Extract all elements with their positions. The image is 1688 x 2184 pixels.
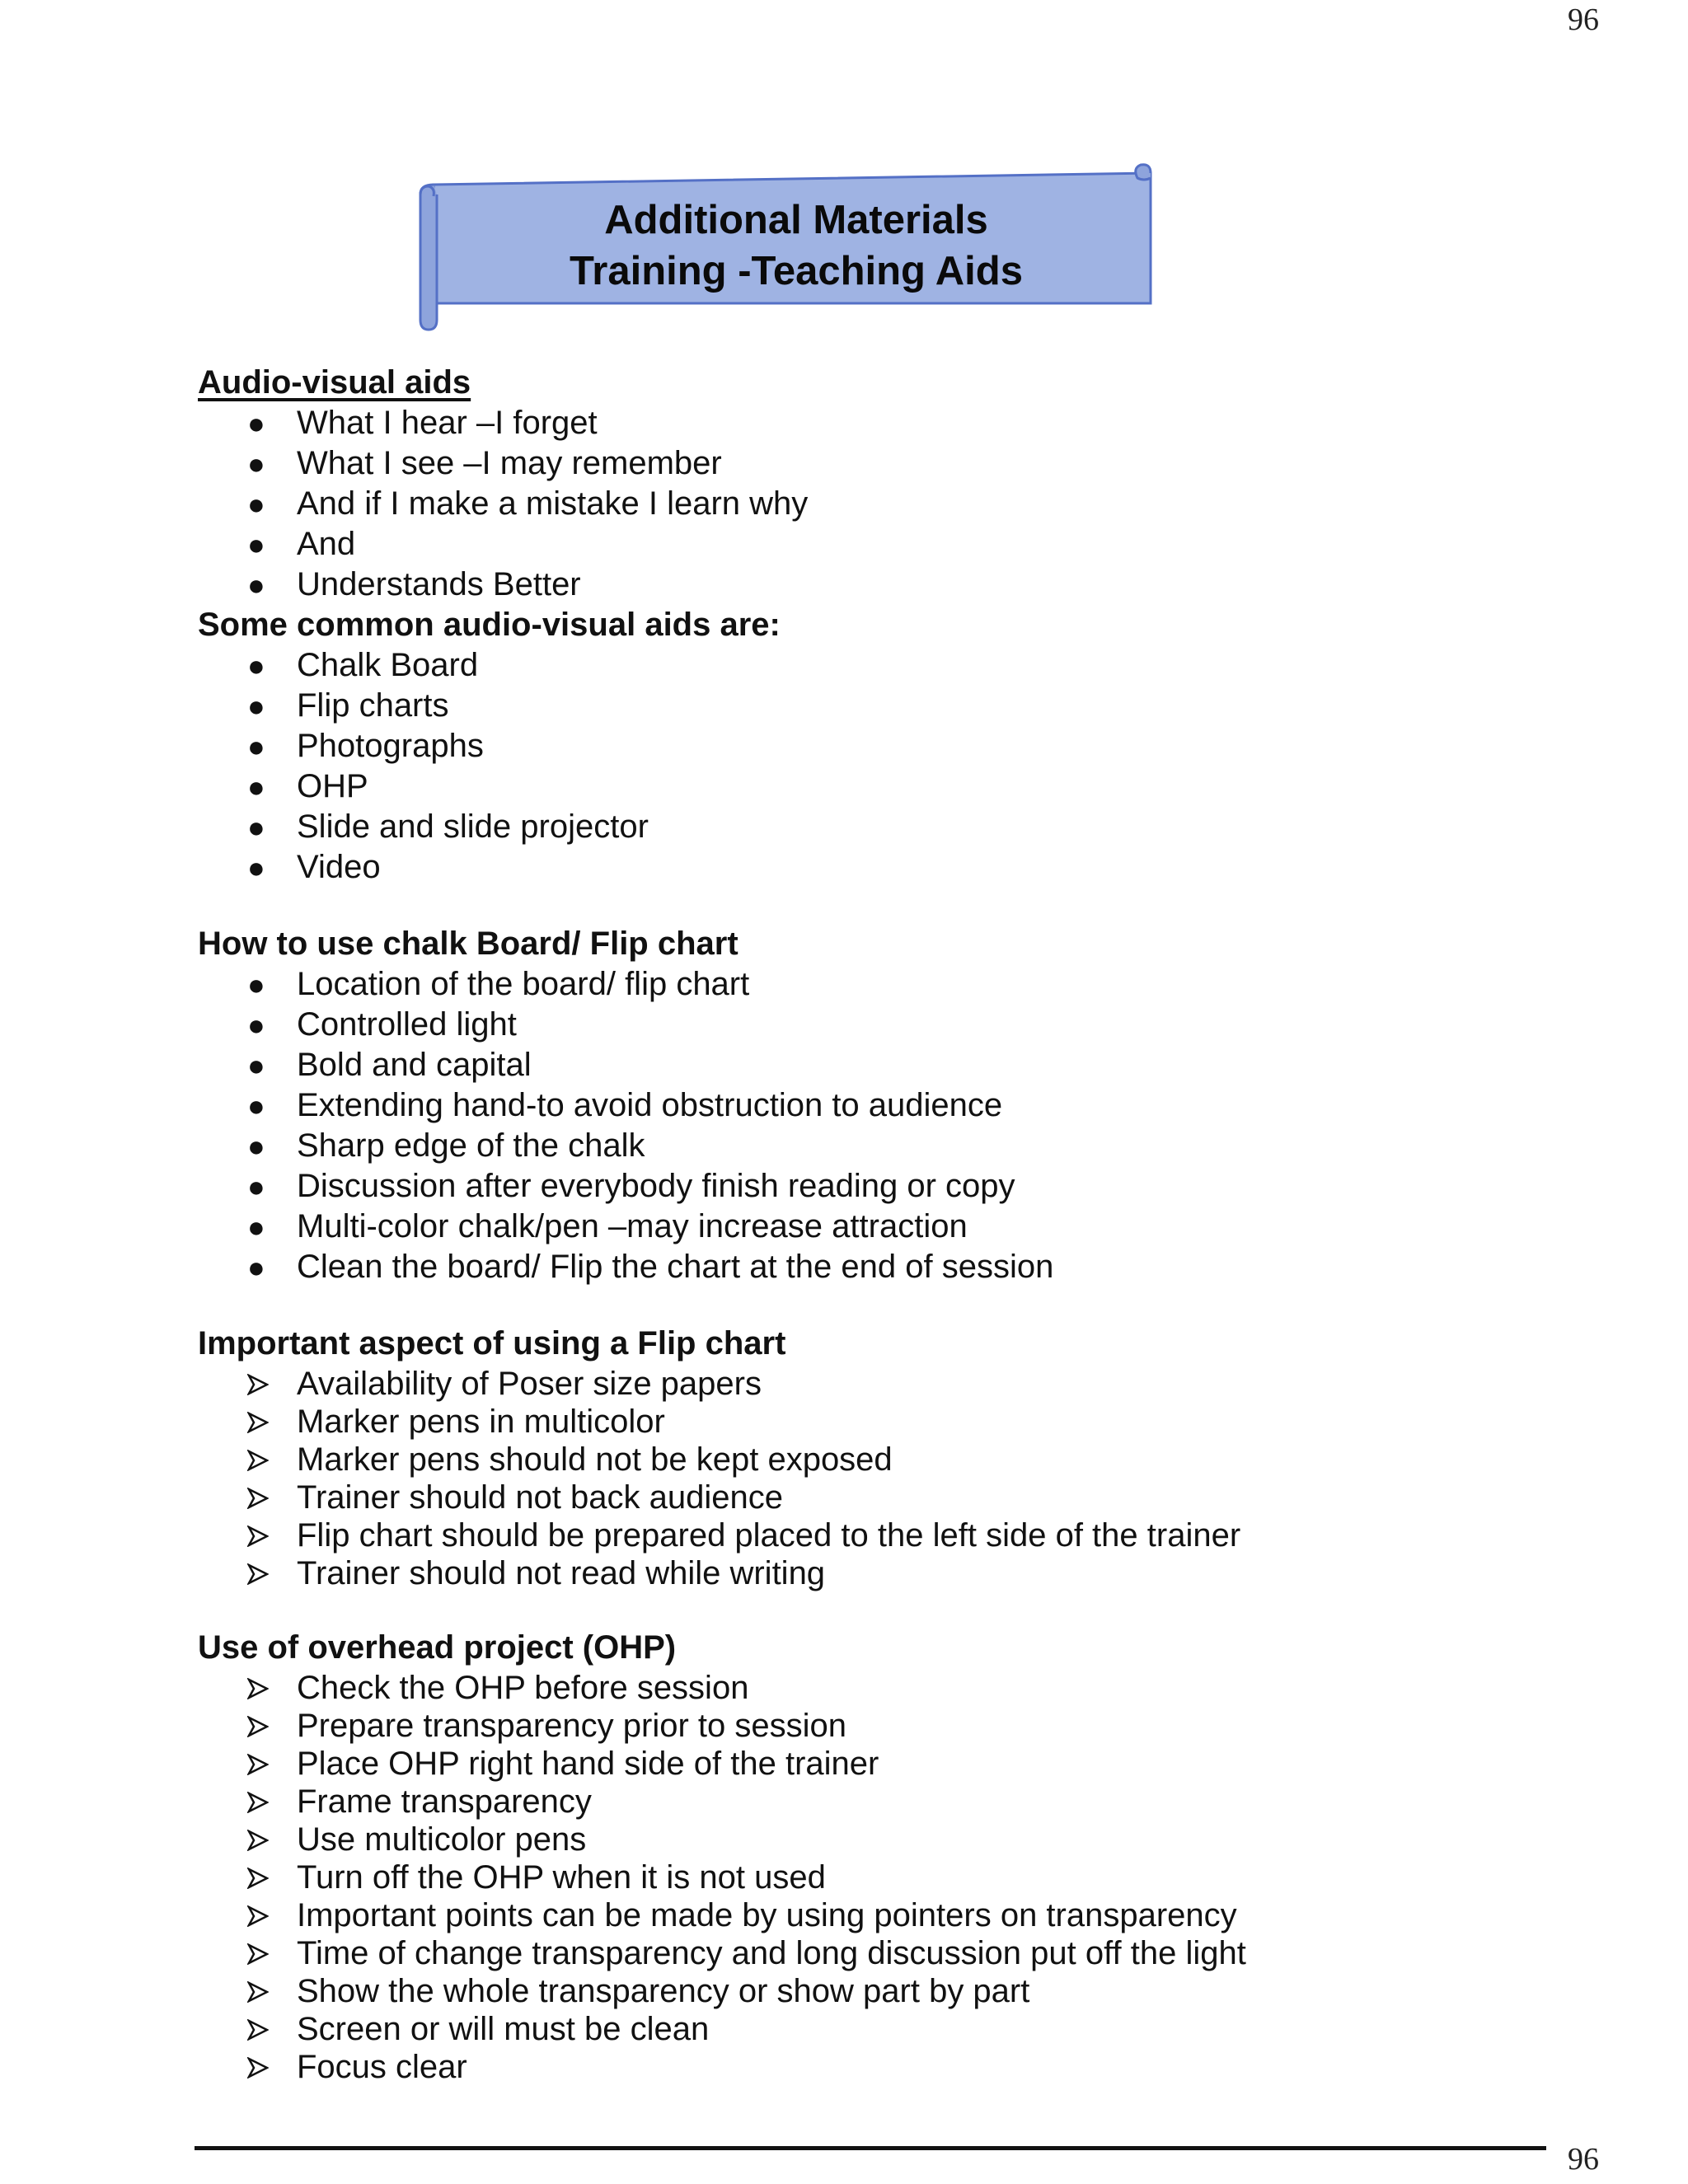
- heading-audio-visual-aids: Audio-visual aids: [198, 364, 471, 401]
- list-item: ● Sharp edge of the chalk: [198, 1126, 1599, 1166]
- bullet-icon: ●: [247, 770, 265, 804]
- list-item: Flip chart should be prepared placed to the left side of the trainer: [198, 1516, 1599, 1554]
- list-item: ● And if I make a mistake I learn why: [198, 484, 1599, 524]
- list-item: ● Chalk Board: [198, 645, 1599, 686]
- bullet-icon: ●: [247, 487, 265, 521]
- page-number-bottom: 96: [1568, 2142, 1599, 2177]
- banner-title-line-1: Additional Materials: [604, 198, 988, 242]
- bullet-icon: ●: [247, 406, 265, 440]
- list-item: ● Multi-color chalk/pen –may increase attraction: [198, 1207, 1599, 1247]
- list-item: Check the OHP before session: [198, 1668, 1599, 1706]
- list-item: ● What I hear –I forget: [198, 403, 1599, 443]
- list-item: Screen or will must be clean: [198, 2009, 1599, 2047]
- list-item: ● Video: [198, 847, 1599, 888]
- bullet-icon: ●: [247, 968, 265, 1001]
- list-item: Time of change transparency and long discussion put off the light: [198, 1933, 1599, 1971]
- bullet-icon: ●: [247, 568, 265, 602]
- list-item: Use multicolor pens: [198, 1820, 1599, 1858]
- bullet-icon: ●: [247, 1089, 265, 1122]
- banner-title-line-2: Training -Teaching Aids: [570, 249, 1023, 293]
- list-item: Important points can be made by using pointers on transparency: [198, 1896, 1599, 1933]
- document-body: [198, 363, 1599, 2085]
- list-item: Marker pens should not be kept exposed: [198, 1440, 1599, 1478]
- list-ohp: [198, 1668, 1599, 2085]
- list-item: ● Flip charts: [198, 686, 1599, 726]
- bullet-icon: ●: [247, 1008, 265, 1042]
- list-item: Marker pens in multicolor: [198, 1402, 1599, 1440]
- heading-common-aids: Some common audio-visual aids are:: [198, 607, 781, 643]
- list-item: ● Location of the board/ flip chart: [198, 964, 1599, 1005]
- list-item: ● Extending hand-to avoid obstruction to audience: [198, 1085, 1599, 1126]
- list-audio-visual-aids: [198, 403, 1599, 605]
- list-item: ● What I see –I may remember: [198, 443, 1599, 484]
- bullet-icon: ●: [247, 649, 265, 682]
- list-item: Turn off the OHP when it is not used: [198, 1858, 1599, 1896]
- bullet-icon: ●: [247, 1129, 265, 1163]
- list-item: Availability of Poser size papers: [198, 1364, 1599, 1402]
- list-item: ● OHP: [198, 766, 1599, 807]
- bullet-icon: ●: [247, 729, 265, 763]
- title-banner: [409, 162, 1167, 335]
- list-item: Frame transparency: [198, 1782, 1599, 1820]
- heading-flip-chart: Important aspect of using a Flip chart: [198, 1325, 786, 1361]
- list-item: Trainer should not read while writing: [198, 1554, 1599, 1591]
- list-item: ● Discussion after everybody finish reading or copy: [198, 1166, 1599, 1207]
- list-chalk-board: [198, 964, 1599, 1287]
- list-item: ● And: [198, 524, 1599, 565]
- list-item: ● Slide and slide projector: [198, 807, 1599, 847]
- bullet-icon: ●: [247, 1250, 265, 1284]
- list-item: Trainer should not back audience: [198, 1478, 1599, 1516]
- footer-divider: [195, 2146, 1546, 2150]
- list-item: ● Bold and capital: [198, 1045, 1599, 1085]
- bullet-icon: ●: [247, 851, 265, 884]
- list-item: ● Photographs: [198, 726, 1599, 766]
- bullet-icon: ●: [247, 527, 265, 561]
- banner-title: [434, 194, 1159, 297]
- list-common-aids: [198, 645, 1599, 888]
- bullet-icon: ●: [247, 1210, 265, 1244]
- bullet-icon: ●: [247, 1169, 265, 1203]
- list-item: ● Clean the board/ Flip the chart at the end of session: [198, 1247, 1599, 1287]
- list-item: Focus clear: [198, 2047, 1599, 2085]
- bullet-icon: ●: [247, 447, 265, 480]
- bullet-icon: ●: [247, 810, 265, 844]
- list-item: Show the whole transparency or show part by part: [198, 1971, 1599, 2009]
- list-item: Prepare transparency prior to session: [198, 1706, 1599, 1744]
- heading-chalk-board: How to use chalk Board/ Flip chart: [198, 926, 738, 962]
- heading-ohp: Use of overhead project (OHP): [198, 1629, 677, 1666]
- page-number-top: 96: [1568, 2, 1599, 37]
- list-flip-chart: [198, 1364, 1599, 1591]
- list-item: Place OHP right hand side of the trainer: [198, 1744, 1599, 1782]
- list-item: ● Controlled light: [198, 1005, 1599, 1045]
- bullet-icon: ●: [247, 1048, 265, 1082]
- list-item: ● Understands Better: [198, 565, 1599, 605]
- bullet-icon: ●: [247, 689, 265, 723]
